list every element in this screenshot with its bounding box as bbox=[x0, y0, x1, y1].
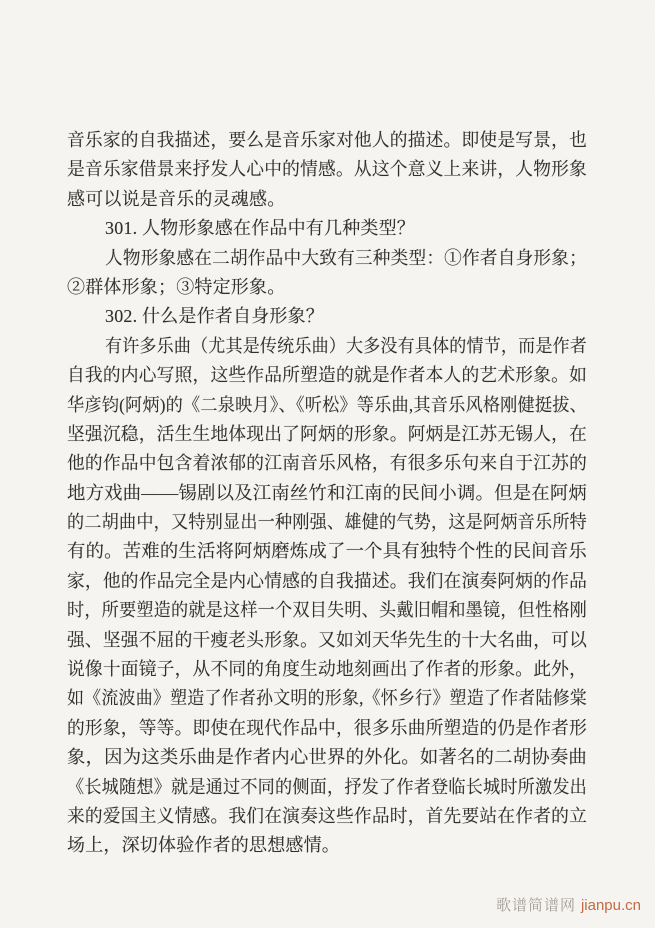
text-line: 家，他的作品完全是内心情感的自我描述。我们在演奏阿炳的作品 bbox=[67, 570, 587, 591]
text-line: 302. 什么是作者自身形象？ bbox=[105, 306, 324, 327]
text-line: 自我的内心写照，这些作品所塑造的就是作者本人的艺术形象。如 bbox=[67, 365, 587, 386]
text-line: 如《流波曲》塑造了作者孙文明的形象,《怀乡行》塑造了作者陆修棠 bbox=[67, 688, 587, 709]
text-line: 音乐家的自我描述，要么是音乐家对他人的描述。即使是写景，也 bbox=[67, 130, 587, 150]
text-line: 301. 人物形象感在作品中有几种类型？ bbox=[105, 218, 415, 239]
text-line: 华彦钧(阿炳)的《二泉映月》、《听松》等乐曲,其音乐风格刚健挺拔、 bbox=[67, 394, 587, 415]
text-line: 《长城随想》就是通过不同的侧面，抒发了作者登临长城时所激发出 bbox=[67, 776, 587, 797]
text-line: ②群体形象；③特定形象。 bbox=[67, 276, 286, 297]
text-line: 象，因为这类乐曲是作者内心世界的外化。如著名的二胡协奏曲 bbox=[67, 747, 587, 768]
text-line: 地方戏曲——锡剧以及江南丝竹和江南的民间小调。但是在阿炳 bbox=[67, 482, 587, 503]
text-line: 有许多乐曲（尤其是传统乐曲）大多没有具体的情节，而是作者 bbox=[105, 335, 587, 356]
text-line: 场上，深切体验作者的思想感情。 bbox=[67, 835, 340, 856]
watermark-site-url: jianpu.cn bbox=[580, 897, 641, 914]
text-line: 说像十面镜子，从不同的角度生动地刻画出了作者的形象。此外， bbox=[67, 659, 587, 680]
text-line: 时，所要塑造的就是这样一个双目失明、头戴旧帽和墨镜，但性格刚 bbox=[67, 600, 587, 621]
watermark-site-name: 歌谱简谱网 bbox=[495, 898, 576, 914]
text-line: 的二胡曲中，又特别显出一种刚强、雄健的气势，这是阿炳音乐所特 bbox=[67, 512, 587, 533]
page-text bbox=[67, 126, 587, 861]
text-line: 的形象，等等。即使在现代作品中，很多乐曲所塑造的仍是作者形 bbox=[67, 717, 587, 738]
text-line: 是音乐家借景来抒发人心中的情感。从这个意义上来讲，人物形象 bbox=[67, 159, 587, 180]
text-line: 感可以说是音乐的灵魂感。 bbox=[67, 188, 286, 209]
watermark bbox=[496, 897, 641, 915]
text-line: 人物形象感在二胡作品中大致有三种类型：①作者自身形象； bbox=[105, 247, 587, 268]
text-line: 来的爱国主义情感。我们在演奏这些作品时，首先要站在作者的立 bbox=[67, 805, 587, 826]
text-line: 有的。苦难的生活将阿炳磨炼成了一个具有独特个性的民间音乐 bbox=[67, 541, 587, 562]
text-line: 坚强沉稳，活生生地体现出了阿炳的形象。阿炳是江苏无锡人，在 bbox=[67, 423, 587, 444]
text-line: 他的作品中包含着浓郁的江南音乐风格，有很多乐句来自于江苏的 bbox=[67, 453, 587, 474]
text-line: 强、坚强不屈的干瘦老头形象。又如刘天华先生的十大名曲，可以 bbox=[67, 629, 587, 650]
